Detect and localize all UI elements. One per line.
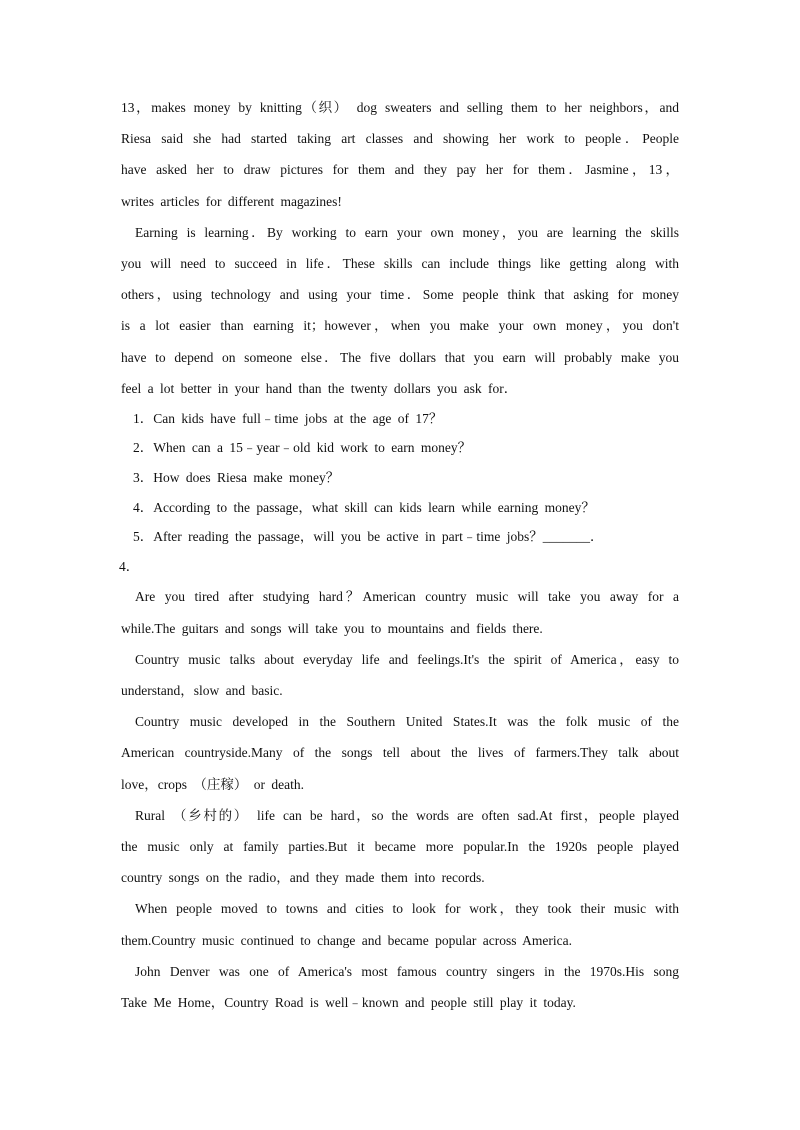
text-line: have asked her to draw pictures for them and they pay her for them．Jasmine，13， (121, 162, 679, 178)
text-line: American countryside.Many of the songs tell about the lives of farmers.They talk about (121, 745, 679, 761)
text-line: have to depend on someone else．The five dollars that you earn will probably make you (121, 349, 679, 365)
paragraph-country-music-intro (121, 581, 679, 643)
paragraph-rural-life (121, 800, 679, 894)
text-line: others，using technology and using your time．Some people think that asking for money (121, 287, 679, 303)
paragraph-country-music-spirit (121, 644, 679, 706)
text-line: them.Country music continued to change and became popular across America. (121, 932, 572, 948)
paragraph-earning-is-learning (121, 217, 679, 404)
text-line: Are you tired after studying hard？American country music will take you away for a (135, 589, 679, 605)
question-list (121, 404, 679, 552)
text-line: Rural （乡村的） life can be hard，so the words are often sad.At first，people played (135, 807, 679, 823)
text-line: Earning is learning．By working to earn your own money，you are learning the skills (135, 224, 679, 240)
document-page (121, 92, 679, 1018)
text-line: is a lot easier than earning it；however，when you make your own money，you don't (121, 318, 679, 334)
paragraph-country-music-origin (121, 706, 679, 800)
text-line: you will need to succeed in life．These skills can include things like getting along with (121, 255, 679, 271)
paragraph-kids-jobs (121, 92, 679, 217)
text-line: Country music developed in the Southern United States.It was the folk music of the (135, 714, 679, 730)
text-line: love，crops （庄稼） or death. (121, 776, 304, 792)
text-line: Riesa said she had started taking art classes and showing her work to people．People (121, 131, 679, 147)
passage-number: 4． (119, 558, 140, 574)
paragraph-john-denver (121, 956, 679, 1018)
text-line: John Denver was one of America's most famous country singers in the 1970s.His song (135, 963, 679, 979)
text-line: writes articles for different magazines! (121, 193, 342, 209)
text-line: When people moved to towns and cities to look for work，they took their music with (135, 901, 679, 917)
text-line: Take Me Home，Country Road is well﹣known and people still play it today. (121, 994, 576, 1010)
text-line: country songs on the radio，and they made them into records. (121, 870, 485, 886)
text-line: understand，slow and basic. (121, 683, 283, 698)
question-item: 5．After reading the passage，will you be active in part﹣time jobs？_______． (133, 529, 604, 545)
text-line: 13，makes money by knitting（织） dog sweaters and selling them to her neighbors，and (121, 100, 679, 115)
text-line: feel a lot better in your hand than the twenty dollars you ask for． (121, 380, 518, 396)
question-item: 1．Can kids have full﹣time jobs at the age of 17？ (133, 410, 443, 426)
paragraph-moving-to-cities (121, 893, 679, 955)
text-line: the music only at family parties.But it became more popular.In the 1920s people played (121, 838, 679, 854)
text-line: while.The guitars and songs will take you to mountains and fields there. (121, 620, 543, 636)
question-item: 3．How does Riesa make money？ (133, 470, 340, 486)
question-item: 4．According to the passage，what skill can kids learn while earning money？ (133, 499, 595, 515)
question-item: 2．When can a 15﹣year﹣old kid work to earn money？ (133, 440, 472, 456)
text-line: Country music talks about everyday life and feelings.It's the spirit of America，easy to (135, 651, 679, 667)
